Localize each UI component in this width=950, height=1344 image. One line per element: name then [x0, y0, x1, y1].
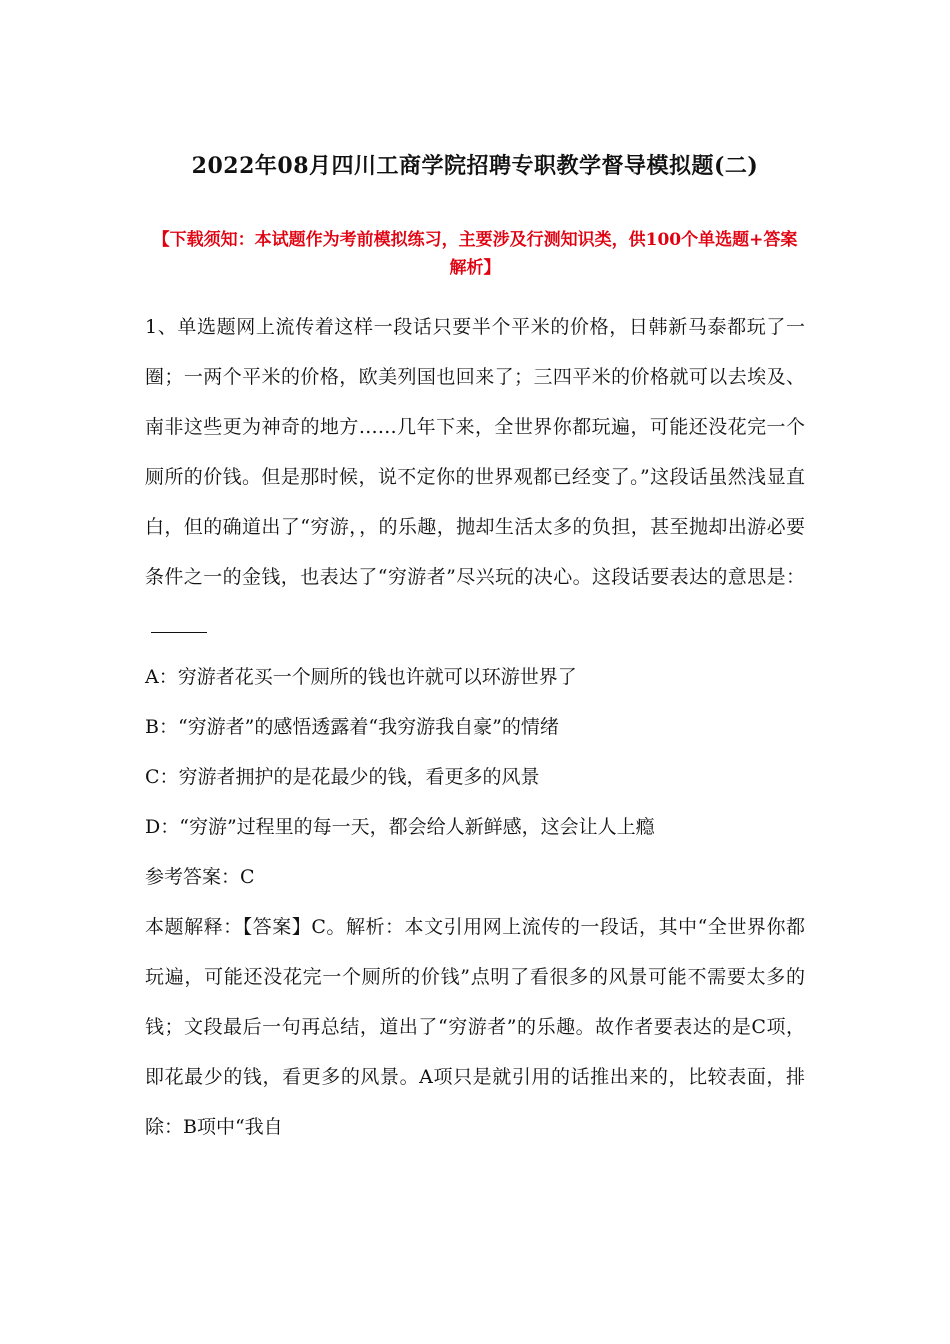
reference-answer: 参考答案：C	[145, 866, 255, 888]
question-stem-text: 1、单选题网上流传着这样一段话只要半个平米的价格，日韩新马泰都玩了一圈；一两个平米的价格，欧美列国也回来了；三四平米的价格就可以去埃及、南非这些更为神奇的地方……几年下来，全世界你都玩遍，可能还没花完一个厕所的价钱。但是那时候，说不定你的世界观都已经变了。”这段话虽然浅显直白，但的确道出了“穷游，，的乐趣，抛却生活太多的负担，甚至抛却出游必要条件之一的金钱，也表达了“穷游者”尽兴玩的决心。这段话要表达的意思是：	[145, 316, 805, 588]
download-notice: 【下载须知：本试题作为考前模拟练习，主要涉及行测知识类，供100个单选题+答案解析】	[152, 230, 798, 278]
question-block	[145, 302, 805, 1152]
question-stem	[145, 302, 805, 652]
answer-blank	[151, 616, 207, 633]
explanation: 本题解释：【答案】C。解析：本文引用网上流传的一段话，其中“全世界你都玩遍，可能还没花完一个厕所的价钱”点明了看很多的风景可能不需要太多的钱；文段最后一句再总结，道出了“穷游者”的乐趣。故作者要表达的是C项，即花最少的钱，看更多的风景。A项只是就引用的话推出来的，比较表面，排除：B项中“我自	[145, 916, 805, 1138]
option-a: A：穷游者花买一个厕所的钱也许就可以环游世界了	[145, 666, 577, 688]
page-title: 2022年08月四川工商学院招聘专职教学督导模拟题(二)	[191, 152, 759, 179]
option-c: C：穷游者拥护的是花最少的钱，看更多的风景	[145, 766, 540, 788]
option-b: B：“穷游者”的感悟透露着“我穷游我自豪”的情绪	[145, 716, 559, 738]
option-d: D：“穷游”过程里的每一天，都会给人新鲜感，这会让人上瘾	[145, 816, 655, 838]
